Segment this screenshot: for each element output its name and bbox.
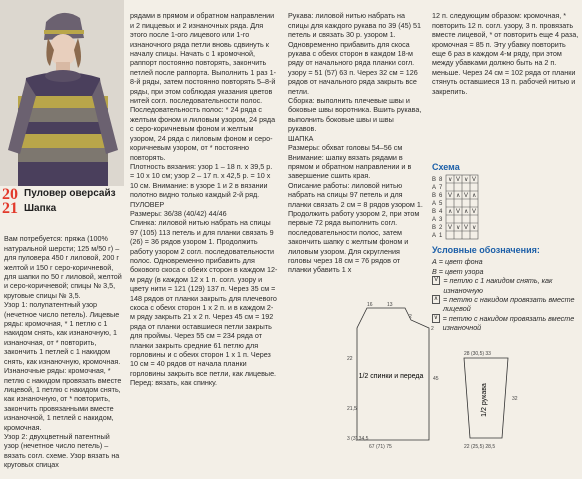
item-number-2: 21: [2, 200, 18, 217]
legend-symbol: ∨: [433, 314, 438, 321]
svg-text:∨: ∨: [456, 225, 461, 231]
dim-label: 28 (30,5) 33: [464, 351, 491, 357]
schema-color-label: B: [432, 177, 437, 183]
legend-item: ∧ = петлю с накидом провязать вместе лицевой: [433, 295, 575, 314]
svg-text:V: V: [472, 209, 477, 215]
sleeves-hat-text: Рукава: лиловой нитью набрать на спицы для каждого рукава по 39 (45) 51 петель и связать 30 р. узором 1. Одновременно прибавить для скоса рукава с обеих сторон в каждом 18-м ряду от начального ряда планки согл. узору = 51 (57) 63 п. Через 32 см = 126 рядов от начального ряда закрыть все петли. Сборка: выполнить плечевые швы и боковые швы воротника. Вшить рукава, выполнить боковые швы и швы рукавов. ШАПКА Размеры: обхват головы 54–56 см Внимание: шапку вязать рядами в прямом и обратном направлении и в завершение сшить края. Описание работы: лиловой нитью набрать на спицы 97 петель и для планки связать 2 см = 8 рядов узором 1. Продолжить работу узором 2, при этом первые 72 ряда выполнить согл. последовательности полос, затем закончить шапку с желтым фоном и лиловым узором. Для скругления головы через 18 см = 76 рядов от планки убавить 1 x: [288, 11, 423, 275]
schema-row-label: 6: [439, 193, 443, 199]
column-1: [4, 225, 126, 479]
schema-color-label: B: [432, 193, 437, 199]
svg-text:∧: ∧: [448, 209, 453, 215]
title-hat: Шапка: [24, 203, 57, 214]
materials-text: Вам потребуется: пряжа (100% натуральной шерсти; 125 м/50 г) – для пуловера 450 г лиловой, 200 г желтой и 150 г серо-коричневой, для шапки по 50 г лиловой, желтой и серо-коричневой; спицы № 3,5, круговые спицы № 3,5. Узор 1: полупатентный узор (нечетное число петель). Лицевые ряды: кромочная, * 1 петлю с 1 накидом снять, как изнаночную, 1 изнаночная, от * повторить, закончить 1 петлей с 1 накидом снять, как изнаночную, кромочная. Изнаночные ряды: кромочная, * петлю с накидом провязать вместе лицевой, 1 петлю с накидом снять, как изнаночную, от * повторить, закончить провязанными вместе изнаночной, 1 петлей с накидом, кромочная. Узор 2: двухцветный патентный узор (нечетное число петель) – вязать согл. схеме. Узор вязать на круговых спицах: [4, 234, 122, 470]
column-2: [130, 2, 278, 397]
legend-symbol: V: [432, 276, 440, 285]
svg-text:∧: ∧: [456, 193, 461, 199]
sleeve-pattern-diagram: [450, 348, 530, 452]
legend-item: ∨ = петлю с накидом провязать вместе изнаночной: [433, 313, 575, 333]
schema-row-label: 1: [439, 233, 443, 239]
dim-label: 45: [433, 376, 439, 382]
svg-text:V: V: [472, 177, 477, 183]
schema-color-label: A: [432, 217, 437, 223]
svg-text:∧: ∧: [472, 193, 477, 199]
legend-item: А = цвет фона: [432, 257, 483, 267]
svg-text:V: V: [456, 177, 461, 183]
title-pullover: Пуловер оверсайз: [24, 188, 116, 199]
svg-text:∨: ∨: [448, 177, 453, 183]
legend-title: Условные обозначения:: [432, 245, 540, 255]
body-label: 1/2 спинки и переда: [358, 373, 424, 380]
legend-item: V = петлю с 1 накидом снять, как изнаночную: [432, 276, 580, 295]
dim-label: 22: [347, 356, 353, 362]
column-4: [432, 2, 580, 105]
schema-color-label: B: [432, 209, 437, 215]
svg-text:∨: ∨: [472, 225, 477, 231]
schema-row-label: 8: [439, 177, 443, 183]
schema-row-label: 7: [439, 185, 443, 191]
hat-decrease-text: 12 п. следующим образом: кромочная, * повторить 12 п. согл. узору, 3 п. провязать вместе лицевой, * от повторить еще 4 раза, кромочная = 85 п. Эту убавку повторить еще 6 раз в каждом 4-м ряду, при этом между убавками должно быть на 2 п. меньше. Через 24 см = 102 ряда от планки стянуть оставшиеся 13 п. рабочей нитью и закрепить.: [432, 11, 579, 96]
dim-label: 2: [431, 326, 434, 332]
dim-label: 67 (71) 75: [369, 444, 392, 450]
dim-label: 3 (3) 34,5: [347, 436, 369, 442]
schema-grid: [432, 174, 492, 244]
dim-label: 13: [387, 302, 393, 308]
model-photo: [0, 0, 124, 186]
schema-row-label: 3: [439, 217, 443, 223]
dim-label: 32: [512, 396, 518, 402]
item-number-1: 20: [2, 186, 18, 203]
legend-item: В = цвет узора: [432, 266, 484, 276]
schema-row-label: 4: [439, 209, 443, 215]
schema-color-label: A: [432, 233, 437, 239]
body-pattern-diagram: [347, 300, 443, 452]
dim-label: 21,5: [347, 406, 357, 412]
svg-text:V: V: [448, 193, 453, 199]
stitch-schema: [432, 162, 580, 249]
schema-row-label: 2: [439, 225, 443, 231]
pattern2-pullover-text: рядами в прямом и обратном направлении и 2 пиццевых и 2 изнаночных ряда. Для этого после 1-ого лицевого или 1-го изнаночного ряда петли вновь сдвинуть к началу спицы. Начать с 1 кромочной, раппорт постоянно повторять, закончить петлей после раппорта. Выполнить 1 раз 1-8-й ряды, затем постоянно повторять 5–8-й ряды, при этом соблюдая указания цветов нитей согл. последовательности полос. Последовательность полос: * 24 ряда с желтым фоном и лиловым узором, 24 ряда с серо-коричневым фоном и желтым узором, 24 ряда с лиловым фоном и серо-коричневым узором, от * постоянно повторять. Плотность вязания: узор 1 – 18 п. x 39,5 р. = 10 x 10 см; узор 2 – 17 п. x 42,5 р. = 10 x 10 см. Внимание: в узоре 1 и 2 в вязании полотно видно только каждый 2-й ряд. ПУЛОВЕР Размеры: 36/38 (40/42) 44/46 Спинка: лиловой нитью набрать на спицы 97 (105) 113 петель и для планки связать 9 (26) = 36 рядов узором 1. Продолжить работу узором 2 согл. последовательности полос. Одновременно прибавить для бокового скоса с обеих сторон в каждом 12-м ряду (в каждом 12 x 1 п. согл. узору и цвету нити = 121 (129) 137 п. Через 35 см = 148 рядов от планки закрыть для плечевого скоса с обеих сторон 1 x 2 п. и в каждом 2-м ряду закрыть 21 x 2 п. Через 45 см = 192 ряда от планки оставшиеся петли закрыть для проймы. Через 55 см = 234 ряда от планки закрыть средние 61 петлю для горловины и с обеих сторон 1 x 1 п. Через 10 см = 40 рядов от начала планки горловины закрыть все петли, как лицевые. Перед: вязать, как спинку.: [130, 11, 278, 388]
legend-symbol: ∧: [433, 296, 439, 303]
schema-row-label: 5: [439, 201, 443, 207]
dim-label: 2: [409, 314, 412, 320]
sleeve-label: 1/2 рукава: [481, 383, 488, 417]
schema-color-label: B: [432, 225, 437, 231]
dim-label: 22 (25,5) 28,5: [464, 444, 496, 450]
svg-text:∧: ∧: [464, 209, 469, 215]
dim-label: 16: [367, 302, 373, 308]
title-block: [2, 186, 126, 216]
schema-color-label: A: [432, 185, 437, 191]
svg-text:V: V: [464, 193, 469, 199]
svg-text:V: V: [448, 225, 453, 231]
svg-text:V: V: [456, 209, 461, 215]
svg-text:V: V: [464, 225, 469, 231]
schema-title: Схема: [432, 162, 460, 172]
schema-color-label: A: [432, 201, 437, 207]
legend: [432, 246, 580, 333]
column-3: [288, 2, 424, 284]
svg-text:∨: ∨: [464, 177, 469, 183]
